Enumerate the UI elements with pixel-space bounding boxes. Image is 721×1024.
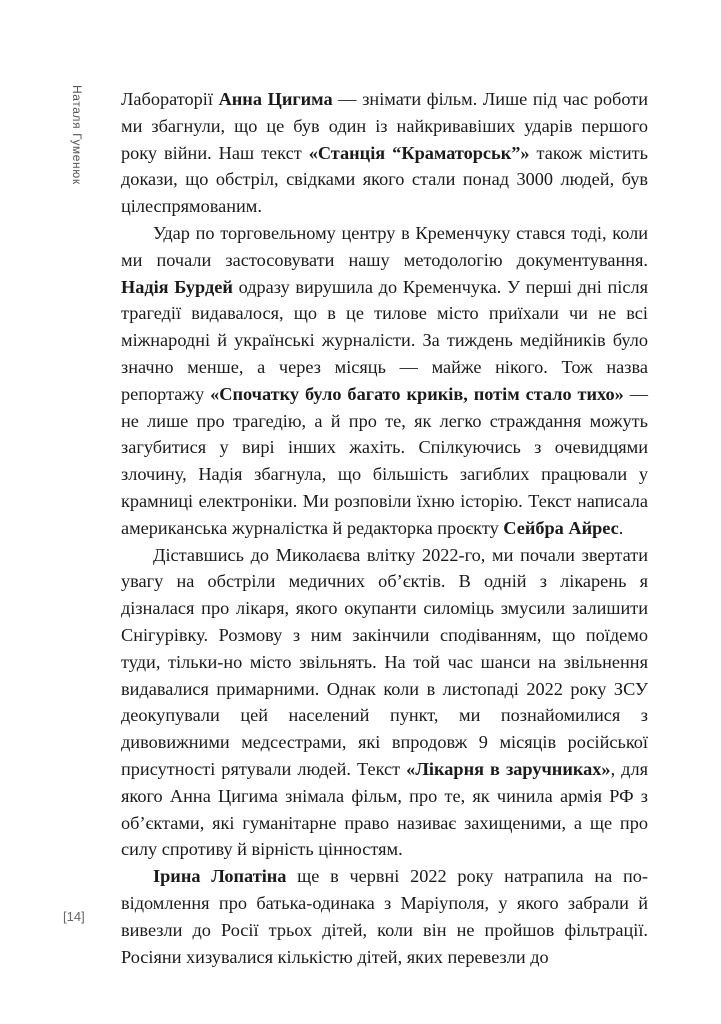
paragraph xyxy=(121,542,648,864)
text-run: також містить докази, що обстріл, свідками якого стали понад 3000 людей, був цілеспрямованим. xyxy=(121,142,648,217)
text-run: , для якого Анна Цигима знімала фільм, про те, як чинила армія РФ з об’єктами, які гуманітарне право називає захищеними, а ще про силу спротиву й вірність цінностям. xyxy=(121,758,649,860)
bold-run: «Станція “Краматорськ”» xyxy=(308,142,530,163)
page-body-text xyxy=(121,86,648,970)
text-run: одразу вирушила до Кременчука. У перші дні після трагедії видавалося, що в це тилове місто приїхали чи не всі міжнародні й українські журналісти. За тиждень медійників було значно менше, а через місяць — майже нікого. Тож назва репортажу xyxy=(121,276,648,404)
text-run: — знімати фільм. Лише під час роботи ми збагнули, що це був один із найкривавіших ударів першого року війни. Наш текст xyxy=(121,89,648,163)
text-run: Діставшись до Миколаєва влітку 2022-го, ми почали звертати увагу на обстріли медичних об’єктів. В одній з лікарень я дізналася про лікаря, якого окупанти силоміць змусили залишити Снігурівку. Розмову з ним закінчили сподіванням, що поїдемо туди, тільки-но місто звільнять. На той час шанси на звільнення видавалися примарними. Однак коли в листопаді 2022 року ЗСУ деокупували цей населений пункт, ми познайомилися з дивовижними медсестрами, які впродовж 9 місяців російської присутності рятували людей. Текст xyxy=(121,544,648,779)
running-head-author: Наталя Гуменюк xyxy=(70,85,84,185)
bold-run: Надія Бурдей xyxy=(121,276,233,297)
paragraph xyxy=(121,863,648,970)
bold-run: «Спочатку було багато криків, потім стало тихо» xyxy=(210,383,624,404)
text-run: ще в червні 2022 року натрапила на повідомлення про батька-одинака з Маріуполя, у якого забрали й вивезли до Росії трьох дітей, коли він не пройшов фільтрації. Росіяни хизувалися кількістю дітей, яких перевезли до xyxy=(121,866,648,967)
bold-run: «Лікарня в заручниках» xyxy=(406,758,611,779)
bold-run: Сейбра Айрес xyxy=(503,517,619,538)
text-run: Удар по торговельному центру в Кременчуку стався тоді, коли ми почали застосовувати нашу методологію документування. xyxy=(121,222,648,270)
text-run: . xyxy=(618,517,624,538)
text-run: Лабораторії xyxy=(121,89,219,109)
text-run: — не лише про трагедію, а й про те, як легко страждання можуть загубитися у вирі інших жахіть. Спілкуючись з очевидцями злочину, Надія збагнула, що більшість загиблих працювали у крамниці електроніки. Ми розповіли їхню історію. Текст написала американська журналістка й редакторка проєкту xyxy=(121,383,649,538)
bold-run: Ірина Лопатіна xyxy=(153,866,287,887)
paragraph xyxy=(121,220,648,542)
page-number: [14] xyxy=(63,909,85,924)
paragraph xyxy=(121,86,648,220)
bold-run: Анна Цигима xyxy=(218,89,333,109)
